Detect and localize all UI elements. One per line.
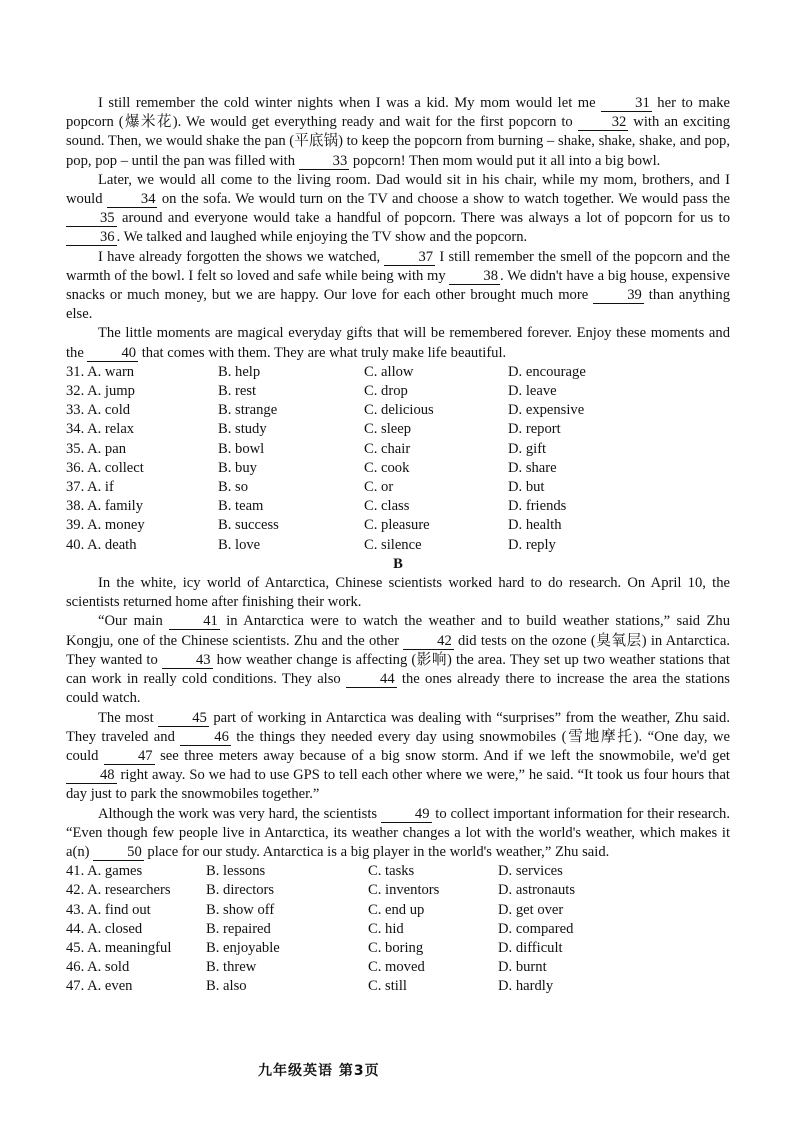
option-a[interactable]: 44. A. closed [66,920,143,937]
option-b[interactable]: B. rest [218,383,257,400]
option-c[interactable]: C. still [368,978,407,995]
paragraph-text: around and everyone would take a handful of popcorn. There was always a lot of popcorn for us to [116,210,730,227]
paragraph-text: in Antarctica were to watch the weather and to build weather stations,” said Zhu Kongju, one of the Chinese scientists. Zhu and the other [66,613,731,649]
section-b-title: B [393,555,403,572]
exam-page [66,94,730,997]
option-c[interactable]: C. inventors [368,882,440,899]
paragraph-text: right away. So we had to use GPS to tell each other where we were,” he said. “It took us four hours that day just to park the snowmobiles together.” [66,767,730,803]
option-a[interactable]: 31. A. warn [66,363,135,380]
option-a[interactable]: 40. A. death [66,536,137,553]
option-b[interactable]: B. repaired [206,920,271,937]
paragraph-text: I still remember the smell of the popcorn and the warmth of the bowl. I felt so loved and safe while being with my [66,248,730,284]
blank-34[interactable]: 34 [107,192,158,208]
blank-47[interactable]: 47 [104,749,155,765]
option-a[interactable]: 47. A. even [66,978,133,995]
option-d[interactable]: D. encourage [508,363,586,380]
paragraph-text: the ones already there to increase the area the stations could watch. [66,671,730,707]
paragraph-text: with an exciting sound. Then, we would shake the pan (平底锅) to keep the popcorn from burning – shake, shake, shake, and pop, pop, pop – until the pan was filled with [66,114,730,169]
paragraph-text: Later, we would all come to the living room. Dad would sit in his chair, while my mom, brothers, and I would [66,171,730,208]
blank-38[interactable]: 38 [449,269,500,285]
options-b [66,862,730,996]
option-c[interactable]: C. tasks [368,863,415,880]
blank-35[interactable]: 35 [66,211,117,227]
paragraph-text: how weather change is affecting (影响) the area. They set up two weather stations that can work in really cold conditions. They also [66,651,730,688]
option-b[interactable]: B. success [218,517,279,534]
option-c[interactable]: C. boring [368,939,424,956]
option-c[interactable]: C. chair [364,440,411,457]
paragraph-text: part of working in Antarctica was dealing with “surprises” from the weather, Zhu said. They traveled and [66,709,730,745]
option-b[interactable]: B. lessons [206,863,266,880]
option-d[interactable]: D. but [508,479,545,496]
option-a[interactable]: 46. A. sold [66,959,130,976]
option-b[interactable]: B. show off [206,901,275,918]
blank-49[interactable]: 49 [381,807,432,823]
option-b[interactable]: B. threw [206,959,257,976]
option-c[interactable]: C. hid [368,920,404,937]
paragraph [66,94,730,171]
option-d[interactable]: D. difficult [498,939,563,956]
blank-42[interactable]: 42 [403,634,454,650]
option-c[interactable]: C. allow [364,363,414,380]
paragraph-text: the things they needed every day using snowmobiles (雪地摩托). “One day, we could [66,728,730,764]
blank-32[interactable]: 32 [578,115,629,131]
paragraph [66,574,730,612]
option-b[interactable]: B. enjoyable [206,939,280,956]
option-a[interactable]: 43. A. find out [66,901,151,918]
paragraph [66,612,730,708]
blank-40[interactable]: 40 [87,346,138,362]
option-b[interactable]: B. strange [218,402,278,419]
blank-31[interactable]: 31 [601,96,652,112]
option-b[interactable]: B. team [218,498,264,515]
paragraph-text: . We talked and laughed while enjoying the TV show and the popcorn. [116,229,528,246]
option-d[interactable]: D. compared [498,920,574,937]
option-b[interactable]: B. love [218,536,261,553]
option-c[interactable]: C. cook [364,459,410,476]
passage-a [66,94,730,363]
option-c[interactable]: C. drop [364,383,408,400]
paragraph [66,805,730,863]
option-c[interactable]: C. or [364,479,394,496]
option-b[interactable]: B. study [218,421,267,438]
option-a[interactable]: 34. A. relax [66,421,135,438]
option-a[interactable]: 39. A. money [66,517,145,534]
paragraph-text: did tests on the ozone (臭氧层) in Antarctica. They wanted to [66,632,730,668]
paragraph-text: on the sofa. We would turn on the TV and choose a show to watch together. We would pass the [157,191,730,208]
option-c[interactable]: C. pleasure [364,517,430,534]
option-d[interactable]: D. burnt [498,959,547,976]
blank-36[interactable]: 36 [66,230,117,246]
options-a [66,363,730,555]
option-a[interactable]: 36. A. collect [66,459,144,476]
option-b[interactable]: B. buy [218,459,257,476]
paragraph [66,709,730,805]
option-d[interactable]: D. expensive [508,402,585,419]
paragraph-text: I have already forgotten the shows we watched, [98,248,385,265]
page-footer: 九年级英语 第3页 [258,1063,380,1079]
option-c[interactable]: C. delicious [364,402,434,419]
paragraph-text: that comes with them. They are what truly make life beautiful. [138,344,507,361]
option-d[interactable]: D. report [508,421,561,438]
option-d[interactable]: D. astronauts [498,882,576,899]
option-c[interactable]: C. moved [368,959,425,976]
blank-43[interactable]: 43 [162,653,213,669]
option-c[interactable]: C. silence [364,536,422,553]
option-b[interactable]: B. also [206,978,247,995]
option-a[interactable]: 45. A. meaningful [66,939,172,956]
paragraph-text: “Our main [98,613,170,630]
blank-50[interactable]: 50 [93,845,144,861]
option-d[interactable]: D. services [498,863,563,880]
option-d[interactable]: D. hardly [498,978,554,995]
option-d[interactable]: D. health [508,517,562,534]
paragraph [66,324,730,362]
option-a[interactable]: 42. A. researchers [66,882,171,899]
option-a[interactable]: 37. A. if [66,479,114,496]
option-a[interactable]: 38. A. family [66,498,144,515]
blank-44[interactable]: 44 [346,672,397,688]
option-a[interactable]: 32. A. jump [66,383,135,400]
paragraph-text: In the white, icy world of Antarctica, Chinese scientists worked hard to do research. On April 10, the scientists returned home after finishing their work. [66,575,730,611]
option-c[interactable]: C. sleep [364,421,412,438]
paragraph-text: Although the work was very hard, the scientists [98,805,381,822]
paragraph-text: see three meters away because of a big snow storm. And if we left the snowmobile, we'd get [154,747,730,764]
blank-46[interactable]: 46 [180,730,231,746]
option-a[interactable]: 33. A. cold [66,402,131,419]
option-d[interactable]: D. leave [508,383,557,400]
blank-48[interactable]: 48 [66,768,117,784]
paragraph-text: I still remember the cold winter nights when I was a kid. My mom would let me [98,95,602,111]
paragraph [66,171,730,248]
blank-45[interactable]: 45 [158,711,209,727]
paragraph-text: The little moments are magical everyday gifts that will be remembered forever. Enjoy these moments and the [66,325,730,361]
option-d[interactable]: D. friends [508,498,567,515]
blank-41[interactable]: 41 [169,614,220,630]
option-a[interactable]: 41. A. games [66,863,143,880]
paragraph-text: her to make popcorn (爆米花). We would get everything ready and wait for the first popcorn to [66,95,730,131]
option-b[interactable]: B. directors [206,882,275,899]
option-d[interactable]: D. share [508,459,557,476]
option-a[interactable]: 35. A. pan [66,440,126,457]
option-b[interactable]: B. help [218,363,261,380]
paragraph-text: popcorn! Then mom would put it all into a big bowl. [349,152,661,169]
paragraph-text: . We didn't have a big house, expensive snacks or much money, but we are happy. Our love for each other brought much more [66,267,730,304]
passage-b [66,574,730,862]
blank-33[interactable]: 33 [299,154,350,170]
option-d[interactable]: D. gift [508,440,547,457]
paragraph-text: to collect important information for their research. “Even though few people live in Antarctica, its weather changes a lot with the world's weather, which makes it a(n) [66,805,730,860]
option-d[interactable]: D. reply [508,536,556,553]
option-c[interactable]: C. class [364,498,410,515]
blank-37[interactable]: 37 [384,250,435,266]
paragraph-text: The most [98,709,159,726]
paragraph-text: place for our study. Antarctica is a big player in the world's weather,” Zhu said. [143,843,610,860]
option-b[interactable]: B. so [218,479,249,496]
paragraph-text: than anything else. [66,287,730,323]
option-c[interactable]: C. end up [368,901,425,918]
option-b[interactable]: B. bowl [218,440,265,457]
paragraph [66,248,730,325]
blank-39[interactable]: 39 [593,288,644,304]
option-d[interactable]: D. get over [498,901,564,918]
